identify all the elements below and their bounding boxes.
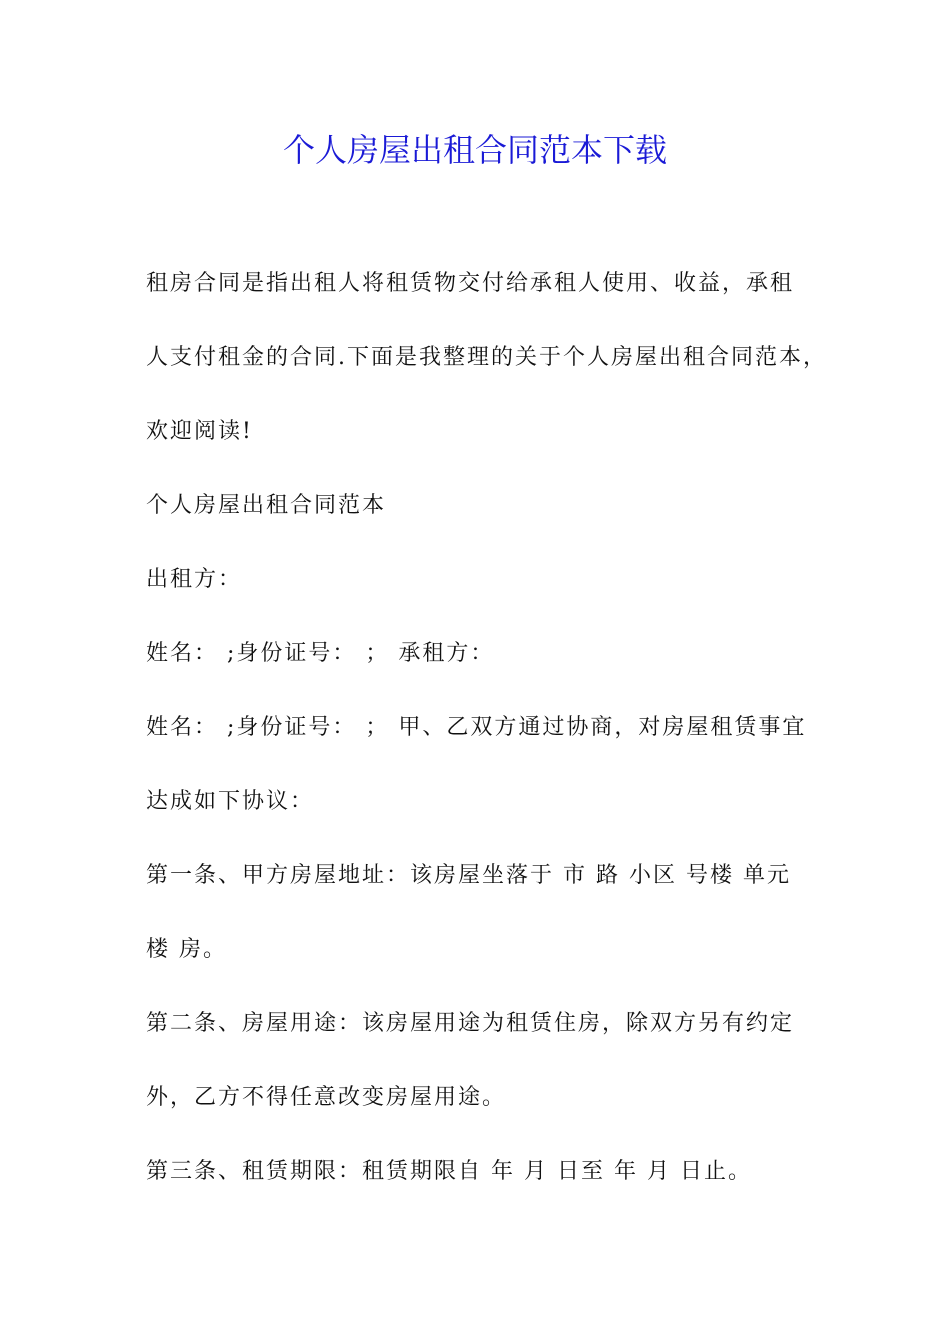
paragraph-line: 人支付租金的合同.下面是我整理的关于个人房屋出租合同范本， (146, 345, 827, 370)
lessor-info-line: 姓名： ;身份证号： ； 承租方： (146, 641, 495, 666)
clause-2-line: 外，乙方不得任意改变房屋用途。 (146, 1085, 507, 1110)
paragraph-line: 租房合同是指出租人将租赁物交付给承租人使用、收益，承租 (146, 271, 795, 296)
clause-1-line: 第一条、甲方房屋地址：该房屋坐落于 市 路 小区 号楼 单元 (146, 863, 791, 888)
lessor-label: 出租方： (146, 567, 243, 592)
section-heading: 个人房屋出租合同范本 (146, 493, 387, 518)
clause-1-line: 楼 房。 (146, 937, 227, 962)
clause-2-line: 第二条、房屋用途：该房屋用途为租赁住房，除双方另有约定 (146, 1011, 795, 1036)
lessee-info-line: 姓名： ;身份证号： ； 甲、乙双方通过协商，对房屋租赁事宜 (146, 715, 807, 740)
document-title: 个人房屋出租合同范本下载 (282, 131, 667, 169)
paragraph-line: 达成如下协议： (146, 789, 315, 814)
paragraph-line: 欢迎阅读! (146, 419, 253, 444)
document-body (146, 262, 827, 1224)
clause-3-line: 第三条、租赁期限：租赁期限自 年 月 日至 年 月 日止。 (146, 1159, 752, 1184)
